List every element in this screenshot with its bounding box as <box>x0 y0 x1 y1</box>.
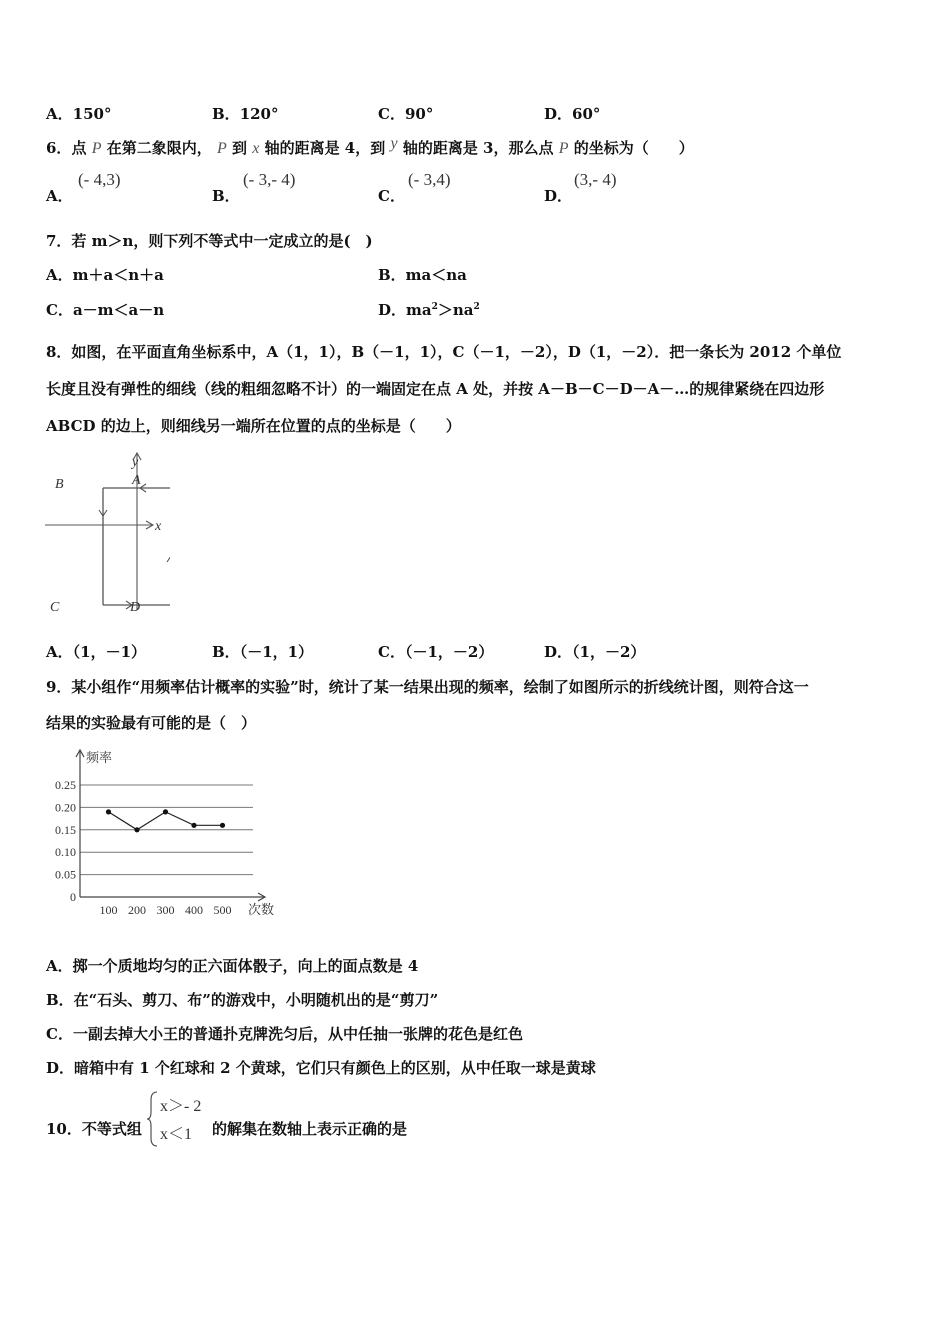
q6-option-b-value: (- 3,- 4) <box>243 170 296 189</box>
q8-option-c: C．（－1，－2） <box>378 643 494 661</box>
chart-data-point <box>163 809 168 814</box>
q7-option-b: B．ma＜na <box>378 266 467 284</box>
q6-option-c-value: (- 3,4) <box>408 170 451 189</box>
q10-tail: 的解集在数轴上表示正确的是 <box>212 1120 408 1138</box>
q7-stem: 7．若 m＞n，则下列不等式中一定成立的是( ) <box>46 232 373 250</box>
point-label-b: B <box>55 477 64 492</box>
q8-line-2: 长度且没有弹性的细线（线的粗细忽略不计）的一端固定在点 A 处，并按 A－B－C－D－A－…的规律紧绕在四边形 <box>46 380 825 398</box>
q6-option-c-label: C． <box>378 187 405 205</box>
q5-option-d: D．60° <box>544 105 601 123</box>
q10-number: 10．不等式组 <box>46 1120 142 1138</box>
q6-option-b-label: B． <box>212 187 240 205</box>
q9-option-a: A．掷一个质地均匀的正六面体骰子，向上的面点数是 4 <box>46 957 419 975</box>
chart-y-tick-label: 0.15 <box>55 822 76 837</box>
q6-stem: 6．点 P 在第二象限内， P 到 x 轴的距离是 4，到 y 轴的距离是 3，那么点 P 的坐标为（ ） <box>46 135 694 157</box>
axis-label-y: y <box>132 455 139 470</box>
q5-option-b: B．120° <box>212 105 279 123</box>
chart-y-tick-label: 0 <box>70 890 76 904</box>
point-label-a: A <box>132 473 141 488</box>
chart-x-tick-label: 300 <box>156 903 175 917</box>
chart-data-point <box>220 823 225 828</box>
q10-inequality-1: x＞- 2 <box>160 1098 202 1115</box>
q8-option-b: B．（－1，1） <box>212 643 314 661</box>
q9-option-c: C．一副去掉大小王的普通扑克牌洗匀后，从中任抽一张牌的花色是红色 <box>46 1025 523 1043</box>
q10-brace <box>146 1090 160 1148</box>
arrow-da <box>167 556 170 562</box>
q6-option-a-value: (- 4,3) <box>78 170 121 189</box>
chart-y-tick-labels <box>55 778 76 904</box>
q9-option-d: D．暗箱中有 1 个红球和 2 个黄球，它们只有颜色上的区别，从中任取一球是黄球 <box>46 1059 596 1077</box>
chart-data-point <box>134 827 139 832</box>
q8-line-3: ABCD 的边上，则细线另一端所在位置的点的坐标是（ ） <box>46 417 461 435</box>
chart-data-point <box>191 823 196 828</box>
q8-figure <box>40 450 170 620</box>
q9-line-2: 结果的实验最有可能的是（ ） <box>46 714 257 732</box>
q7-option-c: C．a－m＜a－n <box>46 301 165 319</box>
chart-y-tick-label: 0.25 <box>55 778 76 792</box>
point-label-c: C <box>50 600 60 615</box>
chart-y-tick-label: 0.20 <box>55 800 76 815</box>
axis-label-x: x <box>155 519 162 534</box>
q7-option-a: A．m＋a＜n＋a <box>46 266 164 284</box>
point-label-d: D <box>130 600 141 615</box>
chart-x-tick-label: 500 <box>213 903 232 917</box>
q7-option-d: D．$ma^2>na^2$ <box>378 301 480 319</box>
chart-y-tick-label: 0.05 <box>55 867 76 882</box>
q6-option-d-value: (3,- 4) <box>574 170 617 189</box>
q9-option-b: B．在“石头、剪刀、布”的游戏中，小明随机出的是“剪刀” <box>46 991 439 1009</box>
q10-inequality-2: x＜1 <box>160 1126 193 1143</box>
chart-series-line <box>109 812 223 830</box>
q6-option-a-label: A． <box>46 187 73 205</box>
chart-y-tick-label: 0.10 <box>55 845 76 860</box>
chart-y-label: 频率 <box>86 750 113 765</box>
frequency-line-chart <box>40 742 290 922</box>
q5-option-a: A．150° <box>46 105 112 123</box>
chart-x-tick-label: 400 <box>185 903 203 917</box>
chart-x-tick-labels <box>100 903 232 917</box>
chart-x-tick-label: 200 <box>128 903 146 917</box>
chart-x-label: 次数 <box>248 902 275 917</box>
q9-line-1: 9．某小组作“用频率估计概率的实验”时，统计了某一结果出现的频率，绘制了如图所示的折线统计图，则符合这一 <box>46 678 809 696</box>
q8-option-d: D．（1，－2） <box>544 643 646 661</box>
q8-line-1: 8．如图，在平面直角坐标系中，A（1，1），B（－1，1），C（－1，－2），D（1，－2）．把一条长为 2012 个单位 <box>46 343 842 361</box>
q5-option-c: C．90° <box>378 105 434 123</box>
q8-option-a: A．（1，－1） <box>46 643 147 661</box>
chart-data-point <box>106 809 111 814</box>
q6-option-d-label: D． <box>544 187 573 205</box>
chart-x-tick-label: 100 <box>99 903 118 917</box>
chart-grid <box>80 785 253 875</box>
